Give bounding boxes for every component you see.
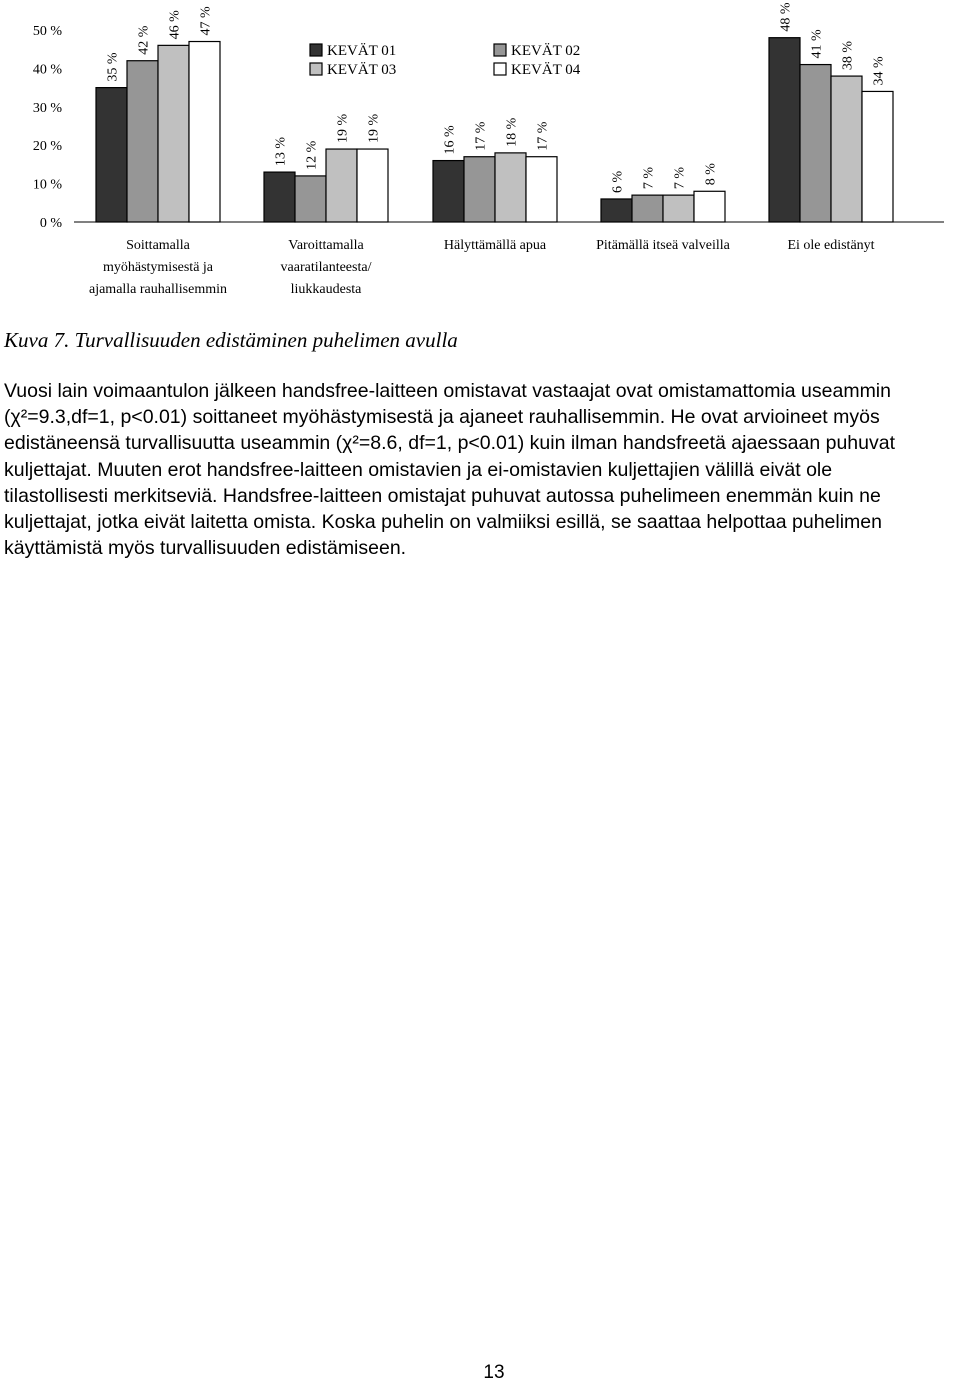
bar-value-label: 19 %	[366, 113, 382, 144]
legend-swatch	[310, 44, 322, 56]
bar-value-label: 19 %	[335, 113, 351, 144]
bar	[96, 88, 127, 222]
bar	[295, 176, 326, 222]
bar	[495, 153, 526, 222]
legend-label: KEVÄT 04	[511, 62, 581, 78]
chart-legend	[310, 42, 581, 78]
bar	[862, 91, 893, 222]
y-tick-label: 10 %	[32, 177, 62, 193]
bar-chart	[0, 0, 960, 310]
legend-swatch	[310, 63, 322, 75]
bar-value-label: 16 %	[442, 125, 458, 155]
category-label: Soittamalla myöhästymisestä ja ajamalla rauhallisemmin	[88, 238, 228, 297]
bar-value-label: 38 %	[840, 40, 856, 71]
bar-value-label: 35 %	[105, 52, 121, 82]
bar-value-label: 13 %	[273, 136, 289, 167]
bar-value-label: 17 %	[535, 121, 551, 151]
category-label: Hälyttämällä apua	[443, 238, 547, 253]
bar-value-label: 17 %	[473, 121, 489, 151]
paragraph-line: (χ²=9.3,df=1, p<0.01) soittaneet myöhästymisestä ja ajaneet rauhallisemmin. He ovat arvioineet myös	[4, 406, 880, 429]
bar-value-label: 48 %	[778, 2, 794, 32]
legend-swatch	[494, 63, 506, 75]
category-labels	[89, 238, 875, 297]
bar-value-label: 42 %	[136, 25, 152, 55]
paragraph-line: kuljettajat, jotka eivät laitetta omista. Koska puhelin on valmiiksi esillä, se saattaa helpottaa puhelimen	[4, 511, 882, 534]
legend-swatch	[494, 44, 506, 56]
bar	[526, 157, 557, 222]
bar	[464, 157, 495, 222]
bar	[632, 195, 663, 222]
paragraph-line: Vuosi lain voimaantulon jälkeen handsfree-laitteen omistavat vastaajat ovat omistamattomia useammin	[4, 380, 891, 402]
legend-label: KEVÄT 03	[327, 62, 397, 78]
page-number: 13	[483, 1362, 505, 1383]
figure-caption: Kuva 7. Turvallisuuden edistäminen puhelimen avulla	[4, 328, 458, 352]
bar-value-label: 46 %	[167, 10, 183, 40]
bar-value-label: 7 %	[672, 166, 688, 190]
bar	[127, 61, 158, 222]
category-label: Ei ole edistänyt	[787, 238, 875, 253]
bar	[189, 42, 220, 222]
bar-value-label: 47 %	[198, 6, 214, 36]
body-paragraph	[4, 378, 960, 561]
y-tick-label: 50 %	[32, 24, 62, 39]
bar	[158, 45, 189, 222]
bar	[694, 191, 725, 222]
bar-value-label: 8 %	[703, 163, 719, 186]
paragraph-line: tilastollisesti merkitseviä. Handsfree-laitteen omistajat puhuvat autossa puhelimeen enemmän kuin ne	[4, 484, 881, 507]
bar-value-label: 12 %	[304, 140, 320, 170]
bar	[831, 76, 862, 222]
legend-label: KEVÄT 01	[327, 43, 397, 59]
bar	[800, 65, 831, 222]
bar	[769, 38, 800, 222]
y-tick-label: 20 %	[32, 139, 62, 155]
y-tick-label: 0 %	[39, 216, 62, 231]
y-axis	[33, 24, 63, 231]
bar-value-label: 6 %	[610, 170, 626, 193]
paragraph-line: kuljettajat. Muuten erot handsfree-laitteen omistavien ja ei-omistavien kuljettajien välillä eivät ole	[4, 458, 833, 481]
bar	[433, 161, 464, 222]
y-tick-label: 40 %	[32, 62, 62, 78]
bar	[601, 199, 632, 222]
bar-value-label: 41 %	[809, 29, 825, 59]
bar	[663, 195, 694, 222]
bar-value-label: 7 %	[641, 166, 657, 190]
category-label: Varoittamalla vaaratilanteesta/ liukkaudesta	[280, 238, 372, 297]
category-label: Pitämällä itseä valveilla	[596, 238, 730, 253]
bar	[326, 149, 357, 222]
paragraph-line: käyttämistä myös turvallisuuden edistämiseen.	[4, 537, 407, 560]
y-tick-label: 30 %	[32, 100, 62, 116]
bar-value-label: 34 %	[871, 56, 887, 86]
bar	[264, 172, 295, 222]
paragraph-line: edistäneensä turvallisuutta useammin (χ²=8.6, df=1, p<0.01) kuin ilman handsfreetä ajaessaan puhuvat	[4, 432, 895, 455]
legend-label: KEVÄT 02	[511, 43, 581, 59]
bar	[357, 149, 388, 222]
bar-value-label: 18 %	[504, 117, 520, 147]
